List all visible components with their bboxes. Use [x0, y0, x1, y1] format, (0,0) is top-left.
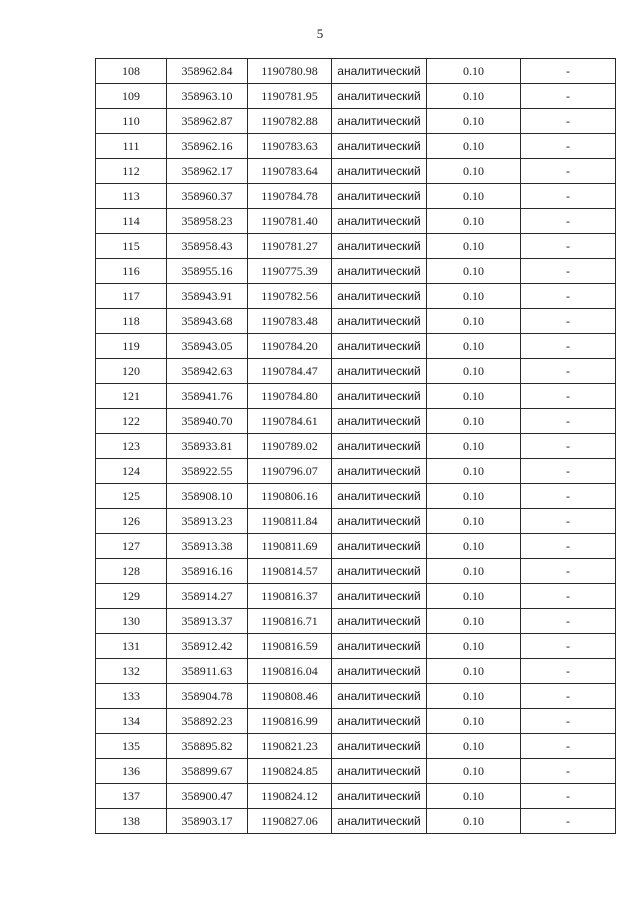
method-cell: аналитический [332, 709, 427, 734]
description-cell: - [521, 509, 616, 534]
y-coordinate-cell: 1190775.39 [248, 259, 332, 284]
description-cell: - [521, 234, 616, 259]
point-number-cell: 113 [96, 184, 167, 209]
accuracy-cell: 0.10 [427, 734, 521, 759]
description-cell: - [521, 559, 616, 584]
table-row [96, 409, 616, 434]
y-coordinate-cell: 1190789.02 [248, 434, 332, 459]
point-number-cell: 130 [96, 609, 167, 634]
method-cell: аналитический [332, 634, 427, 659]
x-coordinate-cell: 358922.55 [167, 459, 248, 484]
accuracy-cell: 0.10 [427, 709, 521, 734]
description-cell: - [521, 359, 616, 384]
accuracy-cell: 0.10 [427, 409, 521, 434]
table-row [96, 184, 616, 209]
table-row [96, 334, 616, 359]
accuracy-cell: 0.10 [427, 584, 521, 609]
x-coordinate-cell: 358913.38 [167, 534, 248, 559]
description-cell: - [521, 584, 616, 609]
method-cell: аналитический [332, 484, 427, 509]
table-row [96, 84, 616, 109]
x-coordinate-cell: 358960.37 [167, 184, 248, 209]
point-number-cell: 133 [96, 684, 167, 709]
table-row [96, 484, 616, 509]
description-cell: - [521, 159, 616, 184]
x-coordinate-cell: 358899.67 [167, 759, 248, 784]
x-coordinate-cell: 358903.17 [167, 809, 248, 834]
method-cell: аналитический [332, 609, 427, 634]
table-row [96, 534, 616, 559]
y-coordinate-cell: 1190816.59 [248, 634, 332, 659]
accuracy-cell: 0.10 [427, 209, 521, 234]
table-row [96, 684, 616, 709]
method-cell: аналитический [332, 209, 427, 234]
table-row [96, 59, 616, 84]
y-coordinate-cell: 1190811.84 [248, 509, 332, 534]
point-number-cell: 129 [96, 584, 167, 609]
description-cell: - [521, 684, 616, 709]
accuracy-cell: 0.10 [427, 284, 521, 309]
y-coordinate-cell: 1190827.06 [248, 809, 332, 834]
x-coordinate-cell: 358895.82 [167, 734, 248, 759]
point-number-cell: 134 [96, 709, 167, 734]
method-cell: аналитический [332, 659, 427, 684]
y-coordinate-cell: 1190784.47 [248, 359, 332, 384]
y-coordinate-cell: 1190782.56 [248, 284, 332, 309]
x-coordinate-cell: 358913.37 [167, 609, 248, 634]
method-cell: аналитический [332, 534, 427, 559]
point-number-cell: 131 [96, 634, 167, 659]
point-number-cell: 115 [96, 234, 167, 259]
method-cell: аналитический [332, 359, 427, 384]
description-cell: - [521, 459, 616, 484]
method-cell: аналитический [332, 684, 427, 709]
x-coordinate-cell: 358962.87 [167, 109, 248, 134]
point-number-cell: 124 [96, 459, 167, 484]
description-cell: - [521, 759, 616, 784]
table-row [96, 509, 616, 534]
point-number-cell: 111 [96, 134, 167, 159]
table-row [96, 209, 616, 234]
description-cell: - [521, 484, 616, 509]
table-row [96, 309, 616, 334]
method-cell: аналитический [332, 134, 427, 159]
table-row [96, 809, 616, 834]
table-row [96, 234, 616, 259]
table-row [96, 259, 616, 284]
x-coordinate-cell: 358933.81 [167, 434, 248, 459]
accuracy-cell: 0.10 [427, 809, 521, 834]
description-cell: - [521, 209, 616, 234]
x-coordinate-cell: 358943.68 [167, 309, 248, 334]
y-coordinate-cell: 1190782.88 [248, 109, 332, 134]
table-row [96, 759, 616, 784]
description-cell: - [521, 334, 616, 359]
page-number: 5 [316, 26, 324, 41]
accuracy-cell: 0.10 [427, 609, 521, 634]
y-coordinate-cell: 1190824.85 [248, 759, 332, 784]
table-row [96, 609, 616, 634]
method-cell: аналитический [332, 334, 427, 359]
point-number-cell: 110 [96, 109, 167, 134]
point-number-cell: 109 [96, 84, 167, 109]
description-cell: - [521, 109, 616, 134]
accuracy-cell: 0.10 [427, 334, 521, 359]
description-cell: - [521, 609, 616, 634]
method-cell: аналитический [332, 509, 427, 534]
method-cell: аналитический [332, 59, 427, 84]
method-cell: аналитический [332, 259, 427, 284]
x-coordinate-cell: 358963.10 [167, 84, 248, 109]
point-number-cell: 121 [96, 384, 167, 409]
accuracy-cell: 0.10 [427, 659, 521, 684]
point-number-cell: 123 [96, 434, 167, 459]
description-cell: - [521, 659, 616, 684]
x-coordinate-cell: 358962.84 [167, 59, 248, 84]
accuracy-cell: 0.10 [427, 509, 521, 534]
method-cell: аналитический [332, 809, 427, 834]
y-coordinate-cell: 1190784.61 [248, 409, 332, 434]
y-coordinate-cell: 1190816.71 [248, 609, 332, 634]
accuracy-cell: 0.10 [427, 759, 521, 784]
description-cell: - [521, 284, 616, 309]
x-coordinate-cell: 358940.70 [167, 409, 248, 434]
method-cell: аналитический [332, 84, 427, 109]
accuracy-cell: 0.10 [427, 684, 521, 709]
table-row [96, 559, 616, 584]
accuracy-cell: 0.10 [427, 234, 521, 259]
description-cell: - [521, 59, 616, 84]
description-cell: - [521, 434, 616, 459]
x-coordinate-cell: 358943.91 [167, 284, 248, 309]
table-row [96, 434, 616, 459]
accuracy-cell: 0.10 [427, 259, 521, 284]
description-cell: - [521, 634, 616, 659]
y-coordinate-cell: 1190783.63 [248, 134, 332, 159]
table-row [96, 784, 616, 809]
x-coordinate-cell: 358913.23 [167, 509, 248, 534]
accuracy-cell: 0.10 [427, 634, 521, 659]
point-number-cell: 116 [96, 259, 167, 284]
accuracy-cell: 0.10 [427, 134, 521, 159]
x-coordinate-cell: 358958.23 [167, 209, 248, 234]
point-number-cell: 118 [96, 309, 167, 334]
y-coordinate-cell: 1190781.95 [248, 84, 332, 109]
description-cell: - [521, 809, 616, 834]
point-number-cell: 136 [96, 759, 167, 784]
accuracy-cell: 0.10 [427, 84, 521, 109]
table-row [96, 109, 616, 134]
y-coordinate-cell: 1190808.46 [248, 684, 332, 709]
accuracy-cell: 0.10 [427, 359, 521, 384]
x-coordinate-cell: 358943.05 [167, 334, 248, 359]
x-coordinate-cell: 358962.16 [167, 134, 248, 159]
table-row [96, 284, 616, 309]
method-cell: аналитический [332, 309, 427, 334]
table-row [96, 134, 616, 159]
x-coordinate-cell: 358942.63 [167, 359, 248, 384]
y-coordinate-cell: 1190814.57 [248, 559, 332, 584]
table-row [96, 709, 616, 734]
x-coordinate-cell: 358912.42 [167, 634, 248, 659]
x-coordinate-cell: 358962.17 [167, 159, 248, 184]
description-cell: - [521, 784, 616, 809]
description-cell: - [521, 409, 616, 434]
x-coordinate-cell: 358892.23 [167, 709, 248, 734]
method-cell: аналитический [332, 284, 427, 309]
y-coordinate-cell: 1190784.20 [248, 334, 332, 359]
y-coordinate-cell: 1190816.99 [248, 709, 332, 734]
accuracy-cell: 0.10 [427, 534, 521, 559]
x-coordinate-cell: 358904.78 [167, 684, 248, 709]
table-row [96, 384, 616, 409]
description-cell: - [521, 309, 616, 334]
table-row [96, 734, 616, 759]
y-coordinate-cell: 1190806.16 [248, 484, 332, 509]
method-cell: аналитический [332, 384, 427, 409]
accuracy-cell: 0.10 [427, 434, 521, 459]
description-cell: - [521, 184, 616, 209]
point-number-cell: 128 [96, 559, 167, 584]
point-number-cell: 114 [96, 209, 167, 234]
method-cell: аналитический [332, 434, 427, 459]
table-row [96, 359, 616, 384]
y-coordinate-cell: 1190824.12 [248, 784, 332, 809]
y-coordinate-cell: 1190783.64 [248, 159, 332, 184]
y-coordinate-cell: 1190811.69 [248, 534, 332, 559]
y-coordinate-cell: 1190783.48 [248, 309, 332, 334]
method-cell: аналитический [332, 234, 427, 259]
method-cell: аналитический [332, 184, 427, 209]
point-number-cell: 127 [96, 534, 167, 559]
y-coordinate-cell: 1190821.23 [248, 734, 332, 759]
accuracy-cell: 0.10 [427, 184, 521, 209]
coordinates-table [95, 58, 616, 834]
accuracy-cell: 0.10 [427, 309, 521, 334]
method-cell: аналитический [332, 759, 427, 784]
accuracy-cell: 0.10 [427, 784, 521, 809]
description-cell: - [521, 709, 616, 734]
accuracy-cell: 0.10 [427, 59, 521, 84]
x-coordinate-cell: 358916.16 [167, 559, 248, 584]
method-cell: аналитический [332, 784, 427, 809]
point-number-cell: 137 [96, 784, 167, 809]
x-coordinate-cell: 358914.27 [167, 584, 248, 609]
accuracy-cell: 0.10 [427, 484, 521, 509]
method-cell: аналитический [332, 734, 427, 759]
point-number-cell: 112 [96, 159, 167, 184]
table-row [96, 659, 616, 684]
table-row [96, 459, 616, 484]
x-coordinate-cell: 358941.76 [167, 384, 248, 409]
y-coordinate-cell: 1190816.04 [248, 659, 332, 684]
description-cell: - [521, 384, 616, 409]
accuracy-cell: 0.10 [427, 159, 521, 184]
point-number-cell: 117 [96, 284, 167, 309]
x-coordinate-cell: 358908.10 [167, 484, 248, 509]
point-number-cell: 120 [96, 359, 167, 384]
accuracy-cell: 0.10 [427, 109, 521, 134]
description-cell: - [521, 84, 616, 109]
method-cell: аналитический [332, 559, 427, 584]
method-cell: аналитический [332, 584, 427, 609]
description-cell: - [521, 134, 616, 159]
x-coordinate-cell: 358900.47 [167, 784, 248, 809]
table-row [96, 584, 616, 609]
point-number-cell: 135 [96, 734, 167, 759]
y-coordinate-cell: 1190781.27 [248, 234, 332, 259]
coordinates-table-body [96, 59, 616, 834]
point-number-cell: 108 [96, 59, 167, 84]
x-coordinate-cell: 358911.63 [167, 659, 248, 684]
y-coordinate-cell: 1190796.07 [248, 459, 332, 484]
y-coordinate-cell: 1190784.80 [248, 384, 332, 409]
description-cell: - [521, 734, 616, 759]
method-cell: аналитический [332, 409, 427, 434]
description-cell: - [521, 534, 616, 559]
y-coordinate-cell: 1190780.98 [248, 59, 332, 84]
x-coordinate-cell: 358958.43 [167, 234, 248, 259]
accuracy-cell: 0.10 [427, 384, 521, 409]
table-row [96, 159, 616, 184]
method-cell: аналитический [332, 159, 427, 184]
method-cell: аналитический [332, 459, 427, 484]
table-row [96, 634, 616, 659]
point-number-cell: 119 [96, 334, 167, 359]
point-number-cell: 138 [96, 809, 167, 834]
description-cell: - [521, 259, 616, 284]
y-coordinate-cell: 1190784.78 [248, 184, 332, 209]
point-number-cell: 132 [96, 659, 167, 684]
point-number-cell: 126 [96, 509, 167, 534]
point-number-cell: 125 [96, 484, 167, 509]
accuracy-cell: 0.10 [427, 559, 521, 584]
method-cell: аналитический [332, 109, 427, 134]
x-coordinate-cell: 358955.16 [167, 259, 248, 284]
y-coordinate-cell: 1190816.37 [248, 584, 332, 609]
point-number-cell: 122 [96, 409, 167, 434]
y-coordinate-cell: 1190781.40 [248, 209, 332, 234]
accuracy-cell: 0.10 [427, 459, 521, 484]
